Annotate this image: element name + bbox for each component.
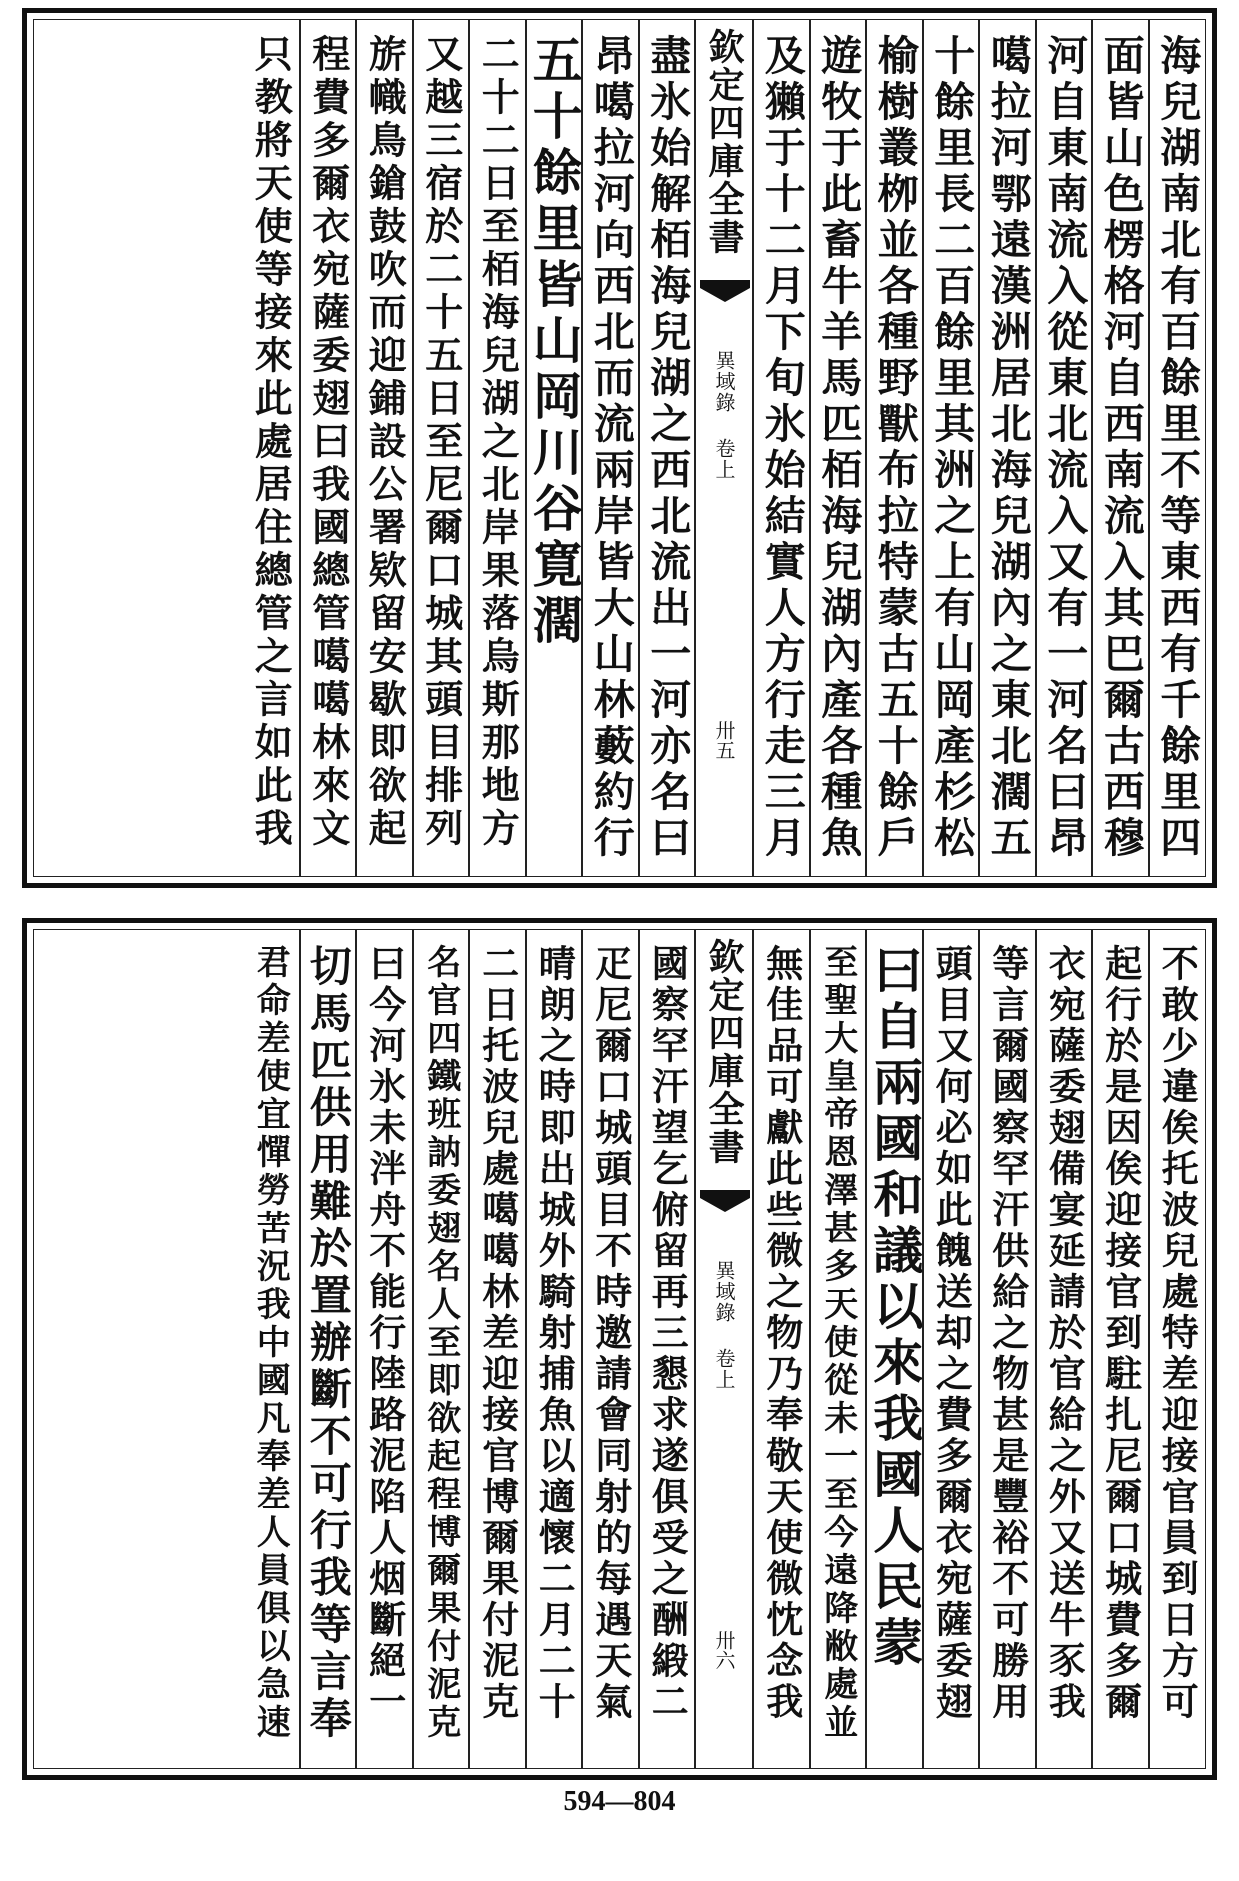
text-column: 只教將天使等接來此處居住總管之言如此我 bbox=[248, 34, 294, 851]
column-right-8 bbox=[752, 930, 809, 1768]
text-column: 旂幟鳥鎗鼓吹而迎鋪設公署欵留安歇即欲起 bbox=[362, 34, 408, 851]
column-right-4 bbox=[978, 20, 1035, 876]
column-right-3 bbox=[1035, 20, 1092, 876]
fish-tail-mark-icon bbox=[700, 1190, 750, 1220]
column-left-7 bbox=[299, 20, 356, 876]
bottom-page-frame bbox=[22, 918, 1217, 1780]
column-left-3 bbox=[525, 930, 582, 1768]
column-left-8 bbox=[242, 930, 299, 1768]
center-margin-column bbox=[694, 930, 752, 1768]
column-right-8 bbox=[752, 20, 809, 876]
column-left-2 bbox=[581, 930, 638, 1768]
column-right-5 bbox=[922, 20, 979, 876]
text-column: 五十餘里皆山岡川谷寛濶 bbox=[524, 34, 584, 650]
book-title: 欽定四庫全書 bbox=[703, 28, 745, 256]
column-right-2 bbox=[1091, 930, 1148, 1768]
text-column: 十餘里長二百餘里其洲之上有山岡產杉松 bbox=[927, 34, 976, 862]
column-right-7 bbox=[809, 20, 866, 876]
text-column: 衣宛薩委翅備宴延請於官給之外又送牛豕我 bbox=[1042, 944, 1087, 1723]
volume-label: 異域錄 卷上 bbox=[712, 1260, 736, 1390]
column-right-6 bbox=[865, 20, 922, 876]
top-page-frame bbox=[22, 8, 1217, 888]
text-column: 河自東南流入從東北流入又有一河名曰昂 bbox=[1040, 34, 1089, 862]
text-column: 起行於是因俟迎接官到駐扎尼爾口城費多爾 bbox=[1098, 944, 1143, 1723]
text-column: 程費多爾衣宛薩委翅曰我國總管噶噶林來文 bbox=[305, 34, 351, 851]
column-left-6 bbox=[355, 20, 412, 876]
text-column: 海兒湖南北有百餘里不等東西有千餘里四 bbox=[1153, 34, 1202, 862]
text-column: 二十二日至栢海兒湖之北岸果落烏斯那地方 bbox=[475, 34, 521, 851]
text-column: 不敢少違俟托波兒處特差迎接官員到日方可 bbox=[1155, 944, 1200, 1723]
leaf-number: 卅五 bbox=[712, 720, 736, 760]
column-right-1 bbox=[1148, 930, 1205, 1768]
text-column: 昂噶拉河向西北而流兩岸皆大山林藪約行 bbox=[586, 34, 635, 862]
column-left-5 bbox=[412, 930, 469, 1768]
text-column: 國察罕汗望乞俯留再三懇求遂俱受之酬緞二 bbox=[645, 944, 690, 1723]
column-left-4 bbox=[468, 20, 525, 876]
text-column: 曰今河氷未泮舟不能行陸路泥陷人烟斷絕一 bbox=[362, 944, 407, 1723]
text-column: 又越三宿於二十五日至尼爾口城其頭目排列 bbox=[418, 34, 464, 851]
column-right-3 bbox=[1035, 930, 1092, 1768]
bottom-page-inner bbox=[33, 929, 1206, 1769]
text-column: 及獺于十二月下旬氷始結實人方行走三月 bbox=[757, 34, 806, 862]
text-column: 榆樹叢栁並各種野獸布拉特蒙古五十餘戶 bbox=[870, 34, 919, 862]
column-left-8 bbox=[242, 20, 299, 876]
page-number: 594—804 bbox=[563, 1786, 676, 1817]
text-column: 噶拉河鄂遠漢洲居北海兒湖內之東北濶五 bbox=[983, 34, 1032, 862]
text-column: 頭目又何必如此餽送却之費多爾衣宛薩委翅 bbox=[929, 944, 974, 1723]
fish-tail-mark-icon bbox=[700, 280, 750, 310]
column-left-5 bbox=[412, 20, 469, 876]
column-left-2 bbox=[581, 20, 638, 876]
center-margin-column bbox=[694, 20, 752, 876]
column-right-1 bbox=[1148, 20, 1205, 876]
column-right-2 bbox=[1091, 20, 1148, 876]
book-title: 欽定四庫全書 bbox=[703, 938, 745, 1166]
text-column: 曰自兩國和議以來我國人民蒙 bbox=[865, 944, 925, 1672]
column-left-6 bbox=[355, 930, 412, 1768]
text-column: 面皆山色楞格河自西南流入其巴爾古西穆 bbox=[1096, 34, 1145, 862]
text-column: 盡氷始解栢海兒湖之西北流出一河亦名曰 bbox=[643, 34, 692, 862]
text-column: 無佳品可獻此些微之物乃奉敬天使微忱念我 bbox=[759, 944, 804, 1723]
column-right-4 bbox=[978, 930, 1035, 1768]
column-right-5 bbox=[922, 930, 979, 1768]
column-left-1 bbox=[638, 20, 695, 876]
column-left-3 bbox=[525, 20, 582, 876]
column-left-4 bbox=[468, 930, 525, 1768]
leaf-number: 卅六 bbox=[712, 1630, 736, 1670]
volume-label: 異域錄 卷上 bbox=[712, 350, 736, 480]
text-column: 等言爾國察罕汗供給之物甚是豐裕不可勝用 bbox=[985, 944, 1030, 1723]
text-column: 至聖大皇帝恩澤甚多天使從未一至今遠降敝處並 bbox=[817, 944, 858, 1742]
text-column: 晴朗之時即出城外騎射捕魚以適懷二月二十 bbox=[532, 944, 577, 1723]
text-column: 切馬匹供用難於置辦斷不可行我等言奉 bbox=[303, 944, 353, 1743]
text-column: 二日托波兒處噶噶林差迎接官博爾果付泥克 bbox=[475, 944, 520, 1723]
column-left-7 bbox=[299, 930, 356, 1768]
column-left-1 bbox=[638, 930, 695, 1768]
text-column: 君命差使宜憚勞苦況我中國凡奉差人員俱以急速 bbox=[250, 944, 291, 1742]
column-right-7 bbox=[809, 930, 866, 1768]
text-column: 疋尼爾口城頭目不時邀請會同射的每遇天氣 bbox=[588, 944, 633, 1723]
text-column: 遊牧于此畜牛羊馬匹栢海兒湖內產各種魚 bbox=[814, 34, 863, 862]
top-page-inner bbox=[33, 19, 1206, 877]
text-column: 名官四鐵班訥委翅名人至即欲起程博爾果付泥克 bbox=[420, 944, 461, 1742]
column-right-6 bbox=[865, 930, 925, 1768]
